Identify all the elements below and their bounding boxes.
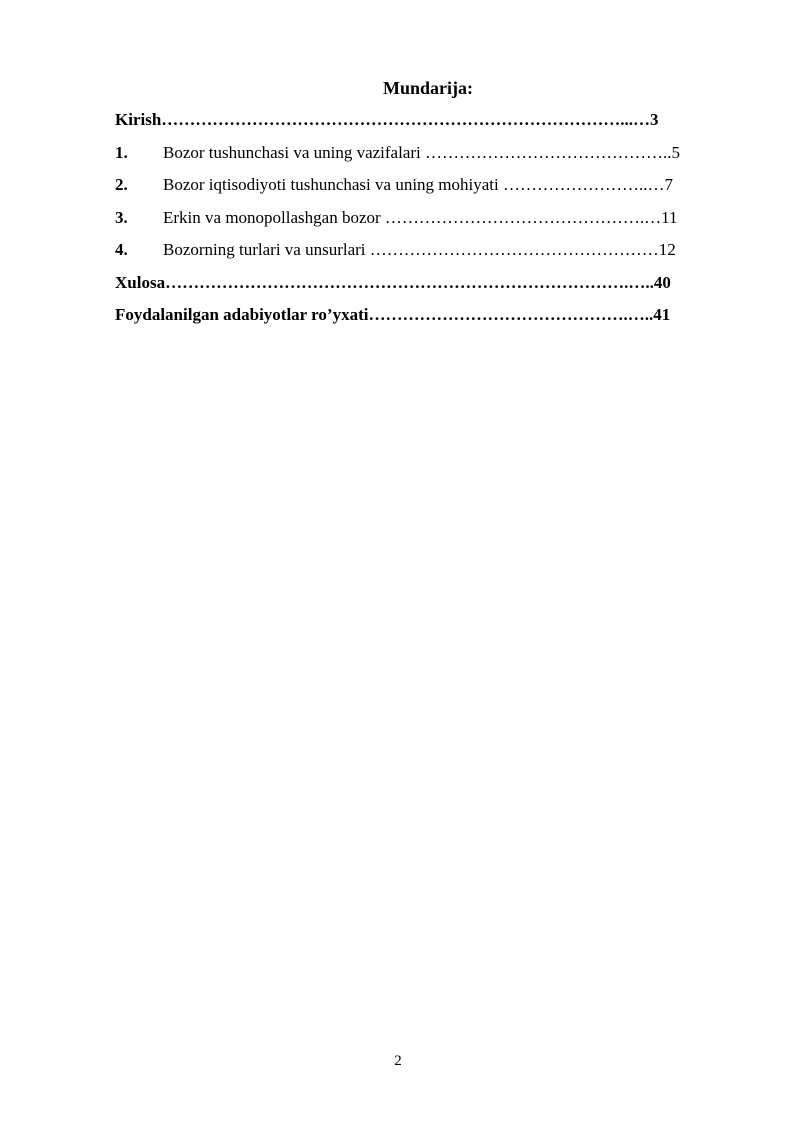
toc-page-number: 40	[653, 272, 671, 292]
toc-entry-text: Bozor tushunchasi va uning vazifalari	[163, 142, 426, 162]
toc-entry-number: 2.	[115, 175, 128, 194]
toc-dot-leader: ……………………………………….…	[384, 207, 662, 227]
toc-page-number: 5	[671, 142, 681, 162]
toc-entry-2	[115, 173, 755, 206]
page-number: 2	[394, 1053, 402, 1069]
toc-entry-number: 3.	[115, 207, 128, 227]
toc-entry-text: Xulosa	[115, 272, 166, 292]
toc-dot-leader: ……………………………………..	[425, 142, 672, 162]
toc-entry-kirish	[115, 108, 755, 141]
table-of-contents	[115, 108, 755, 336]
toc-entry-text: Bozorning turlari va unsurlari	[163, 240, 370, 259]
toc-entry-number: 1.	[115, 142, 128, 162]
toc-page-number: 3	[650, 110, 659, 129]
toc-dot-leader: ………………………………………………………………………...…	[161, 110, 651, 129]
toc-entry-text: Erkin va monopollashgan bozor	[163, 207, 385, 227]
toc-dot-leader: ……………………………………….…..	[368, 305, 654, 324]
toc-entry-number: 4.	[115, 240, 128, 259]
toc-page-number: 12	[658, 240, 676, 259]
toc-entry-xulosa	[115, 271, 755, 304]
toc-dot-leader: ……………………………………………………………………….…..	[165, 272, 654, 292]
toc-page-number: 11	[661, 207, 678, 227]
toc-dot-leader: ……………………..…	[502, 175, 665, 194]
toc-dot-leader: ……………………………………………	[369, 240, 659, 259]
toc-entry-text: Kirish	[115, 110, 162, 129]
page-title: Mundarija:	[383, 78, 473, 98]
toc-entry-text: Foydalanilgan adabiyotlar ro’yxati	[115, 305, 369, 324]
toc-page-number: 7	[664, 175, 673, 194]
toc-entry-adabiyotlar	[115, 303, 755, 336]
toc-entry-3	[115, 206, 755, 239]
toc-page-number: 41	[653, 305, 671, 324]
toc-entry-4	[115, 238, 755, 271]
toc-entry-1	[115, 141, 755, 174]
toc-entry-text: Bozor iqtisodiyoti tushunchasi va uning mohiyati	[163, 175, 503, 194]
